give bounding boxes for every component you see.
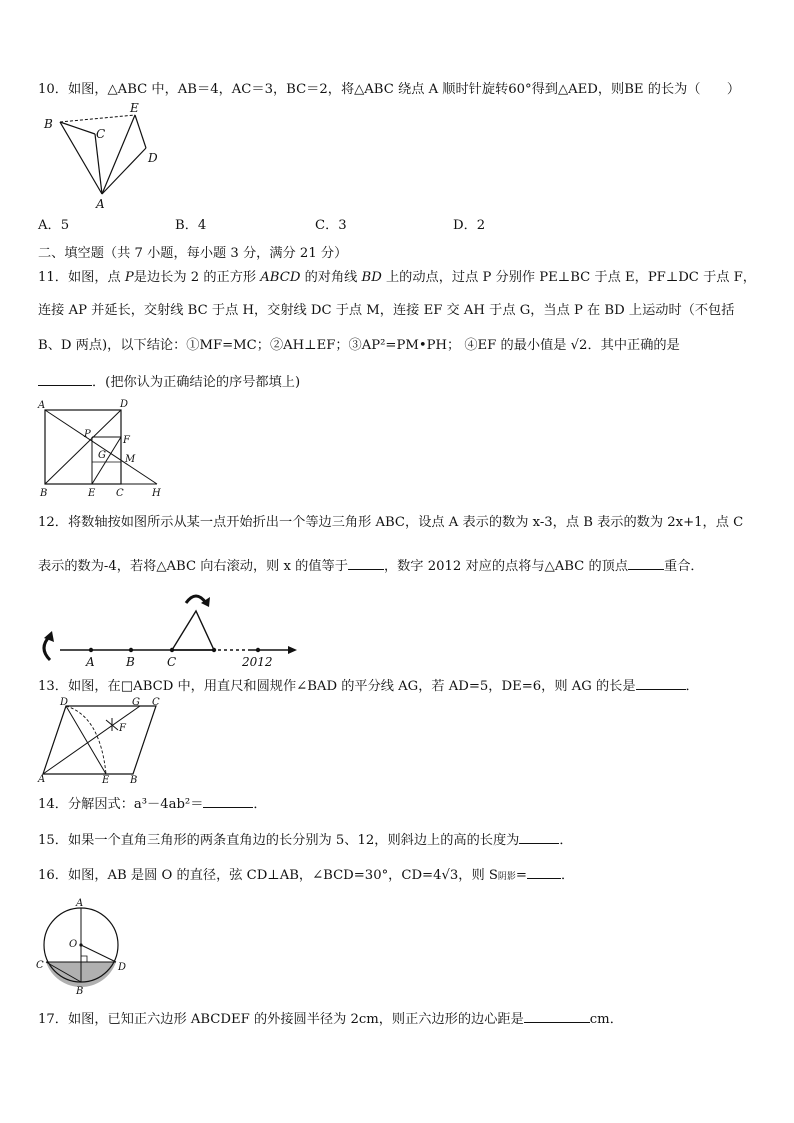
q12-label-2012: 2012: [242, 655, 273, 669]
q13-blank[interactable]: [636, 677, 686, 690]
q11-label-f: F: [123, 435, 130, 446]
section-title: 二、填空题（共 7 小题，每小题 3 分，满分 21 分）: [38, 246, 348, 261]
q17-blank[interactable]: [524, 1010, 590, 1023]
q17-line: 17．如图，已知正六边形 ABCDEF 的外接圆半径为 2cm，则正六边形的边心距是 cm．: [38, 1012, 623, 1027]
q12-label-c: C: [167, 655, 177, 669]
q12-line1: 12．将数轴按如图所示从某一点开始折出一个等边三角形 ABC，设点 A 表示的数为 x-3，点 B 表示的数为 2x+1，点 C: [38, 515, 744, 530]
q15-blank[interactable]: [519, 831, 559, 844]
q11-label-d: D: [120, 399, 129, 410]
q10-label-a: A: [96, 197, 105, 211]
q13-line1: 13．如图，在□ABCD 中，用直尺和圆规作∠BAD 的平分线 AG，若 AD=5，DE=6，则 AG 的长是 ．: [38, 679, 699, 694]
q15-line: 15．如果一个直角三角形的两条直角边的长分别为 5、12，则斜边上的高的长度为 ．: [38, 833, 573, 848]
q11-line4: ．(把你认为正确结论的序号都填上): [38, 373, 300, 392]
sqrt3: √3: [441, 868, 459, 883]
q16-label-b: B: [76, 986, 84, 997]
q12-label-a: A: [86, 655, 95, 669]
q13-label-e: E: [102, 775, 110, 786]
q16-blank[interactable]: [527, 866, 561, 879]
q16-line: 16．如图，AB 是圆 O 的直径，弦 CD⊥AB，∠BCD=30°，CD=4√3，则 S阴影= ．: [38, 868, 575, 883]
q16-figure: [36, 896, 128, 1000]
q10-stem: 10．如图，△ABC 中，AB＝4，AC＝3，BC＝2，将△ABC 绕点 A 顺时针旋转60°得到△AED，则BE 的长为（ ）: [38, 82, 741, 97]
q11-label-b: B: [40, 488, 48, 499]
q11-label-h: H: [152, 488, 161, 499]
q12-line2: 表示的数为-4，若将△ABC 向右滚动，则 x 的值等于 ，数字 2012 对应的点将与△ABC 的顶点 重合．: [38, 559, 704, 574]
q12-blank-x[interactable]: [348, 557, 384, 570]
q14-line: 14．分解因式：a³－4ab²＝ ．: [38, 797, 267, 812]
q16-label-a: A: [76, 898, 84, 909]
q11-line2: 连接 AP 并延长，交射线 BC 于点 H，交射线 DC 于点 M，连接 EF 交 AH 于点 G，当点 P 在 BD 上运动时（不包括: [38, 303, 735, 318]
q13-label-g: G: [132, 697, 140, 708]
q11-label-a: A: [38, 400, 46, 411]
q11-line1: 11．如图，点 P是边长为 2 的正方形 ABCD 的对角线 BD 上的动点，过点 P 分别作 PE⊥BC 于点 E，PF⊥DC 于点 F，: [38, 270, 756, 285]
q13-label-b: B: [130, 775, 138, 786]
sqrt2: √2: [570, 338, 588, 353]
q11-label-m: M: [125, 454, 136, 465]
q10-figure: [38, 101, 160, 211]
q16-label-d: D: [118, 962, 127, 973]
q13-label-c: C: [152, 697, 160, 708]
q11-answer-blank[interactable]: [38, 373, 92, 386]
q10-label-b: B: [44, 117, 53, 131]
q11-line3: B、D 两点)，以下结论：①MF=MC；②AH⊥EF；③AP²=PM•PH； ④EF 的最小值是 √2．其中正确的是: [38, 338, 680, 353]
q12-figure: [36, 586, 298, 668]
q16-label-c: C: [36, 960, 44, 971]
q12-blank-vertex[interactable]: [628, 557, 664, 570]
q16-label-o: O: [69, 939, 78, 950]
q10-label-d: D: [148, 151, 158, 165]
q11-label-e: E: [88, 488, 96, 499]
q11-label-g: G: [98, 450, 106, 461]
q13-label-d: D: [60, 697, 69, 708]
q13-label-a: A: [38, 774, 46, 785]
q11-label-p: P: [84, 429, 91, 440]
q12-label-b: B: [126, 655, 135, 669]
q10-option-c: C．3: [315, 218, 347, 233]
q10-option-d: D．2: [453, 218, 486, 233]
q10-label-e: E: [130, 101, 139, 115]
q11-figure: [36, 396, 164, 500]
q10-label-c: C: [96, 127, 106, 141]
q11-label-c: C: [116, 488, 124, 499]
q13-figure: [36, 698, 166, 784]
q13-label-f: F: [119, 723, 126, 734]
q10-option-a: A．5: [38, 218, 70, 233]
q14-blank[interactable]: [203, 795, 253, 808]
q10-option-b: B．4: [175, 218, 207, 233]
